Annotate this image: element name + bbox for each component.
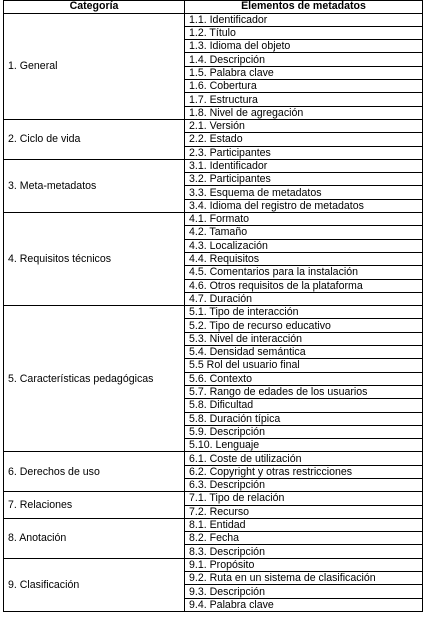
element-cell: 5.4. Densidad semántica bbox=[185, 346, 423, 359]
element-cell: 8.3. Descripción bbox=[185, 545, 423, 558]
element-cell: 5.5 Rol del usuario final bbox=[185, 359, 423, 372]
element-cell: 8.2. Fecha bbox=[185, 532, 423, 545]
element-cell: 6.2. Copyright y otras restricciones bbox=[185, 465, 423, 478]
metadata-table bbox=[3, 0, 423, 612]
element-cell: 9.3. Descripción bbox=[185, 585, 423, 598]
element-cell: 1.2. Título bbox=[185, 26, 423, 39]
table-body bbox=[4, 13, 423, 611]
element-cell: 5.8. Dificultad bbox=[185, 399, 423, 412]
element-cell: 8.1. Entidad bbox=[185, 518, 423, 531]
category-cell: 2. Ciclo de vida bbox=[4, 119, 185, 159]
element-cell: 1.1. Identificador bbox=[185, 13, 423, 26]
element-cell: 6.1. Coste de utilización bbox=[185, 452, 423, 465]
element-cell: 1.7. Estructura bbox=[185, 93, 423, 106]
element-cell: 7.1. Tipo de relación bbox=[185, 492, 423, 505]
table-row bbox=[4, 492, 423, 505]
category-cell: 6. Derechos de uso bbox=[4, 452, 185, 492]
table-row bbox=[4, 518, 423, 531]
element-cell: 4.3. Localización bbox=[185, 239, 423, 252]
element-cell: 7.2. Recurso bbox=[185, 505, 423, 518]
element-cell: 5.2. Tipo de recurso educativo bbox=[185, 319, 423, 332]
category-cell: 5. Características pedagógicas bbox=[4, 306, 185, 452]
element-cell: 5.6. Contexto bbox=[185, 372, 423, 385]
element-cell: 9.1. Propósito bbox=[185, 558, 423, 571]
element-cell: 1.6. Cobertura bbox=[185, 80, 423, 93]
table-row bbox=[4, 306, 423, 319]
element-cell: 5.8. Duración típica bbox=[185, 412, 423, 425]
table-row bbox=[4, 13, 423, 26]
element-cell: 1.5. Palabra clave bbox=[185, 66, 423, 79]
element-cell: 6.3. Descripción bbox=[185, 478, 423, 491]
element-cell: 3.3. Esquema de metadatos bbox=[185, 186, 423, 199]
element-cell: 2.1. Versión bbox=[185, 119, 423, 132]
element-cell: 4.4. Requisitos bbox=[185, 252, 423, 265]
category-cell: 9. Clasificación bbox=[4, 558, 185, 611]
element-cell: 2.2. Estado bbox=[185, 133, 423, 146]
header-category: Categoría bbox=[4, 1, 185, 14]
category-cell: 8. Anotación bbox=[4, 518, 185, 558]
table-row bbox=[4, 452, 423, 465]
header-elements: Elementos de metadatos bbox=[185, 1, 423, 14]
table-row bbox=[4, 558, 423, 571]
element-cell: 3.1. Identificador bbox=[185, 159, 423, 172]
element-cell: 9.2. Ruta en un sistema de clasificación bbox=[185, 572, 423, 585]
element-cell: 4.1. Formato bbox=[185, 213, 423, 226]
element-cell: 1.4. Descripción bbox=[185, 53, 423, 66]
table-row bbox=[4, 213, 423, 226]
element-cell: 1.3. Idioma del objeto bbox=[185, 40, 423, 53]
element-cell: 5.7. Rango de edades de los usuarios bbox=[185, 385, 423, 398]
element-cell: 3.4. Idioma del registro de metadatos bbox=[185, 199, 423, 212]
element-cell: 4.7. Duración bbox=[185, 292, 423, 305]
element-cell: 3.2. Participantes bbox=[185, 173, 423, 186]
header-row bbox=[4, 1, 423, 14]
category-cell: 3. Meta-metadatos bbox=[4, 159, 185, 212]
element-cell: 4.2. Tamaño bbox=[185, 226, 423, 239]
element-cell: 5.3. Nivel de interacción bbox=[185, 332, 423, 345]
element-cell: 5.9. Descripción bbox=[185, 425, 423, 438]
table-row bbox=[4, 119, 423, 132]
element-cell: 4.6. Otros requisitos de la plataforma bbox=[185, 279, 423, 292]
category-cell: 1. General bbox=[4, 13, 185, 119]
table-row bbox=[4, 159, 423, 172]
category-cell: 4. Requisitos técnicos bbox=[4, 213, 185, 306]
element-cell: 5.1. Tipo de interacción bbox=[185, 306, 423, 319]
element-cell: 5.10. Lenguaje bbox=[185, 439, 423, 452]
element-cell: 9.4. Palabra clave bbox=[185, 598, 423, 611]
element-cell: 1.8. Nivel de agregación bbox=[185, 106, 423, 119]
category-cell: 7. Relaciones bbox=[4, 492, 185, 519]
element-cell: 2.3. Participantes bbox=[185, 146, 423, 159]
element-cell: 4.5. Comentarios para la instalación bbox=[185, 266, 423, 279]
